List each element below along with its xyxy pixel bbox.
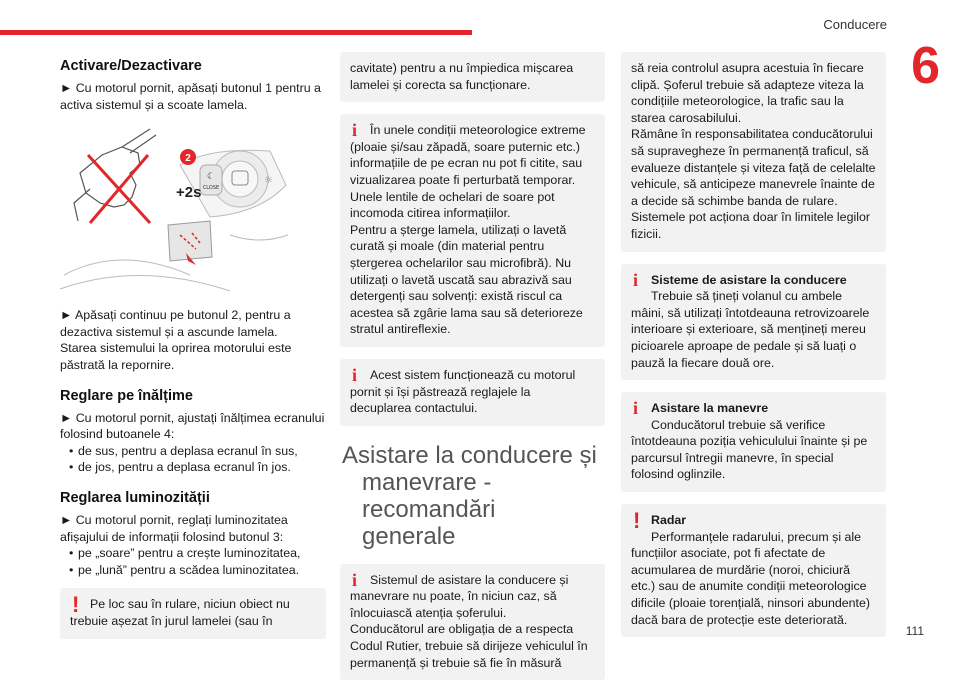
info-box-continued [621,52,886,252]
section-heading-line: generale [362,522,456,550]
heading-activate: Activare/Dezactivare [60,58,202,74]
info-text: Pentru a șterge lamela, utilizați o lavetă curată și moale (din material pentru ștergerea ochelarilor sau microfibră). Nu utilizați o lavetă uscată sau abrazivă sau detergenți sau solvenți: există riscul ca acestea să zgârie lama sau să deterioreze stratul antireflexie. [350,222,583,337]
section-name: Conducere [823,17,887,32]
warning-text: Pe loc sau în rulare, niciun obiect nu trebuie așezat în jurul lamelei (sau în [70,597,290,628]
info-title: Sisteme de asistare la conducere [651,272,847,287]
paragraph: ► Cu motorul pornit, reglați luminozitatea afișajului de informații folosind butonul 3: [60,512,288,544]
paragraph: ► Cu motorul pornit, ajustați înălțimea ecranului folosind butoanele 4: [60,410,325,442]
info-text: Conducătorul trebuie să verifice întotdeauna poziția vehiculului înainte și pe parcursul întregii manevre, în special folosind oglinzile. [631,417,868,482]
info-icon: i [352,120,358,141]
info-box [621,392,886,492]
info-icon: i [352,364,358,385]
info-icon: i [633,269,639,290]
info-text-continued: Sistemele pot acționa doar în limitele legilor fizicii. [631,210,870,241]
section-heading [342,442,605,550]
info-text: Trebuie să țineți volanul cu ambele mâini, să utilizați întotdeauna retrovizoarele interioare și exterioare, să mențineți mereu picioarele aproape de pedale și să luați o pauză la fiecare două ore. [631,289,870,370]
badge-number: 2 [185,153,191,165]
warning-box-continued [340,52,605,102]
warning-box [621,504,886,637]
info-text: Acest sistem funcționează cu motorul pornit și își păstrează reglajele la decuplarea contactului. [350,367,576,416]
info-icon: i [352,569,358,590]
info-text: Conducătorul are obligația de a respecta Codul Rutier, trebuie să dirijeze vehiculul în permanență și trebuie să fie în măsură [350,622,588,670]
timer-label: +2s [176,184,202,202]
warning-title: Radar [651,513,687,528]
chapter-number: 6 [911,37,940,95]
info-text-continued: Rămâne în responsabilitatea conducătorului să supravegheze în permanență traficul, să evalueze distanțele și viteza față de celelalte vehicule, să anticipeze manevrele înainte de a decide să schimbe banda de rulare. [631,127,876,208]
list-item: • de sus, pentru a deplasa ecranul în sus, [60,443,326,460]
section-heading-line: manevrare - recomandări [362,468,496,523]
info-text: În unele condiții meteorologice extreme (ploaie și/sau zăpadă, soare puternic etc.) informațiile de pe ecran nu pot fi citite, sau vizualizarea poate fi perturbată temporar. Unele lentile de ochelari de soare pot incomoda citirea informațiilor. [350,123,586,221]
warning-box [60,588,326,638]
paragraph: Starea sistemului la oprirea motorului este păstrată la repornire. [60,341,292,372]
info-box [621,264,886,381]
header-accent-bar [0,30,472,35]
list-item: • pe „lună” pentru a scădea luminozitatea. [60,562,326,579]
column-2 [340,52,605,692]
heading-height: Reglare pe înălțime [60,387,193,404]
column-3 [621,52,886,649]
warning-icon: ! [633,508,641,534]
dashboard-illustration [60,125,290,295]
info-text-continued: să reia controlul asupra acestuia în fiecare clipă. Șoferul trebuie să adapteze viteza la condițiile meteorologice, la trafic sau la starea carosabilului. [631,61,864,125]
page-number: 111 [905,624,924,638]
info-box [340,564,605,681]
info-box [340,359,605,426]
paragraph: ► Apăsați continuu pe butonul 2, pentru a dezactiva sistemul și a ascunde lamela. [60,308,291,339]
warning-text: Performanțele radarului, precum și ale funcțiilor asociate, pot fi afectate de acumularea de murdărie (noroi, chiciură etc.) sau de anumite condiții meteorologice dificile (ploaie torențială, ninsori abundente) dacă bara de protecție este deteriorată. [631,529,871,627]
warning-icon: ! [72,592,80,618]
info-icon: i [633,398,639,419]
warning-text-continued: cavitate) pentru a nu împiedica mișcarea lamelei și corecta sa funcționare. [350,61,574,92]
hud-control-illustration [60,125,290,295]
list-item: • pe „soare” pentru a crește luminozitatea, [60,545,326,562]
close-label: CLOSE [202,185,220,192]
heading-brightness: Reglarea luminozității [60,489,210,506]
svg-text:☾: ☾ [206,172,216,183]
list-item: • de jos, pentru a deplasa ecranul în jos. [60,459,326,476]
info-title: Asistare la manevre [651,401,769,416]
svg-text:☼: ☼ [264,175,273,187]
section-heading-line: Asistare la conducere și [342,441,597,469]
paragraph: ► Cu motorul pornit, apăsați butonul 1 pentru a activa sistemul și a scoate lamela. [60,81,321,112]
info-text: Sistemul de asistare la conducere și manevrare nu poate, în niciun caz, să înlocuiască atenția șoferului. [350,572,569,620]
column-1 [60,52,326,651]
info-box [340,114,605,347]
